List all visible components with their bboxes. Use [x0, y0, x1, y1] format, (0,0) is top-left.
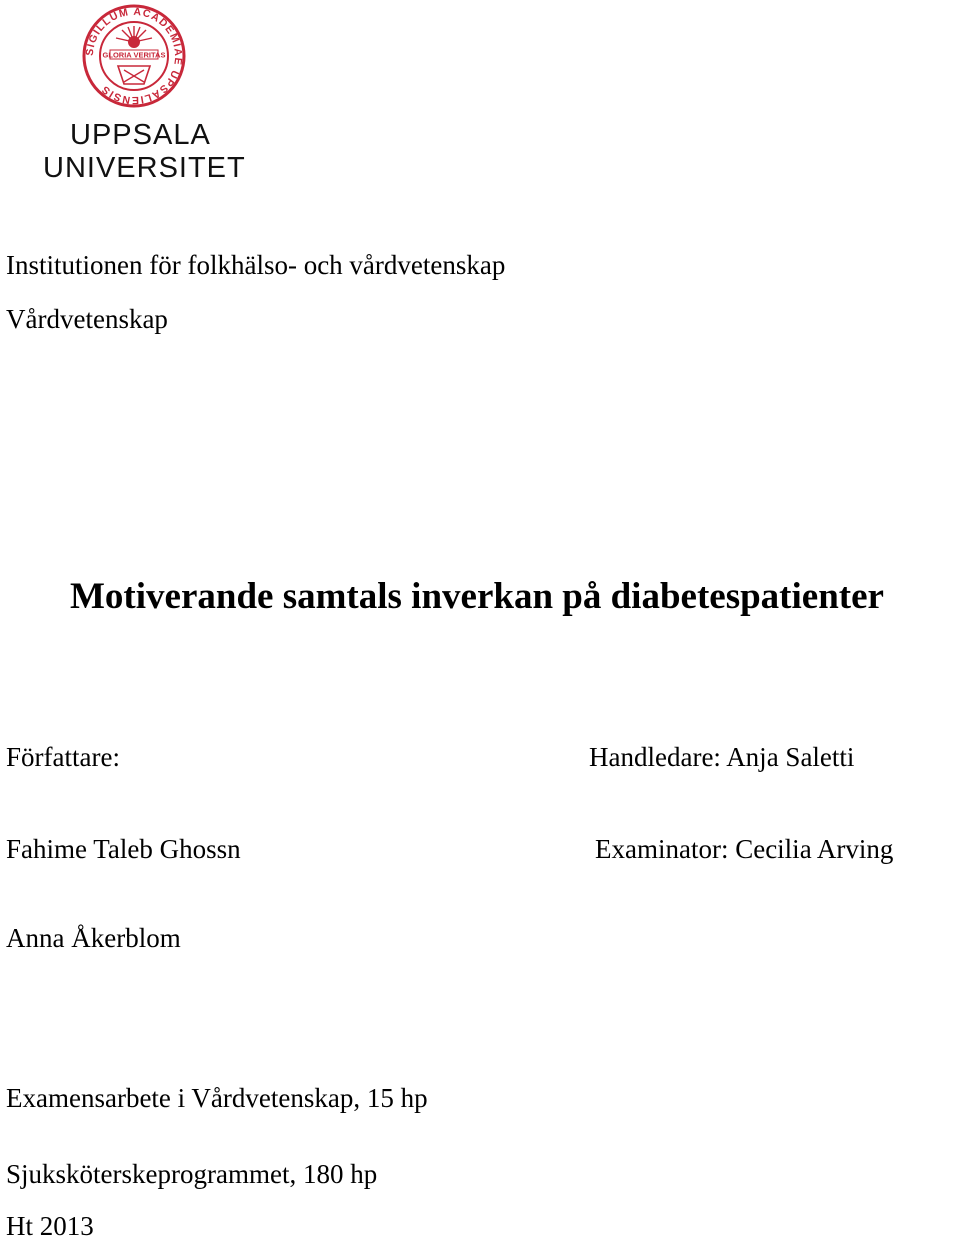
university-seal-icon: [82, 4, 186, 108]
logo-name-line2: UNIVERSITET: [43, 152, 246, 184]
programme-line: Sjuksköterskeprogrammet, 180 hp: [6, 1159, 378, 1189]
term-line: Ht 2013: [6, 1211, 94, 1241]
department-name: Institutionen för folkhälso- och vårdvetenskap: [6, 250, 506, 280]
subject-name: Vårdvetenskap: [6, 304, 168, 334]
seal-text: SIGILLUM ACADEMIAE UPSALIENSIS: [83, 5, 185, 107]
thesis-title: Motiverande samtals inverkan på diabetespatienter: [70, 576, 884, 617]
logo-name-line1: UPPSALA: [70, 119, 211, 151]
seal-motto: GLORIA VERITAS: [102, 50, 166, 60]
authors-label: Författare:: [6, 742, 120, 772]
course-work: Examensarbete i Vårdvetenskap, 15 hp: [6, 1083, 428, 1113]
supervisor-line: Handledare: Anja Saletti: [589, 742, 855, 772]
author-name: Anna Åkerblom: [6, 923, 181, 953]
author-name: Fahime Taleb Ghossn: [6, 834, 241, 864]
examiner-line: Examinator: Cecilia Arving: [595, 834, 894, 864]
